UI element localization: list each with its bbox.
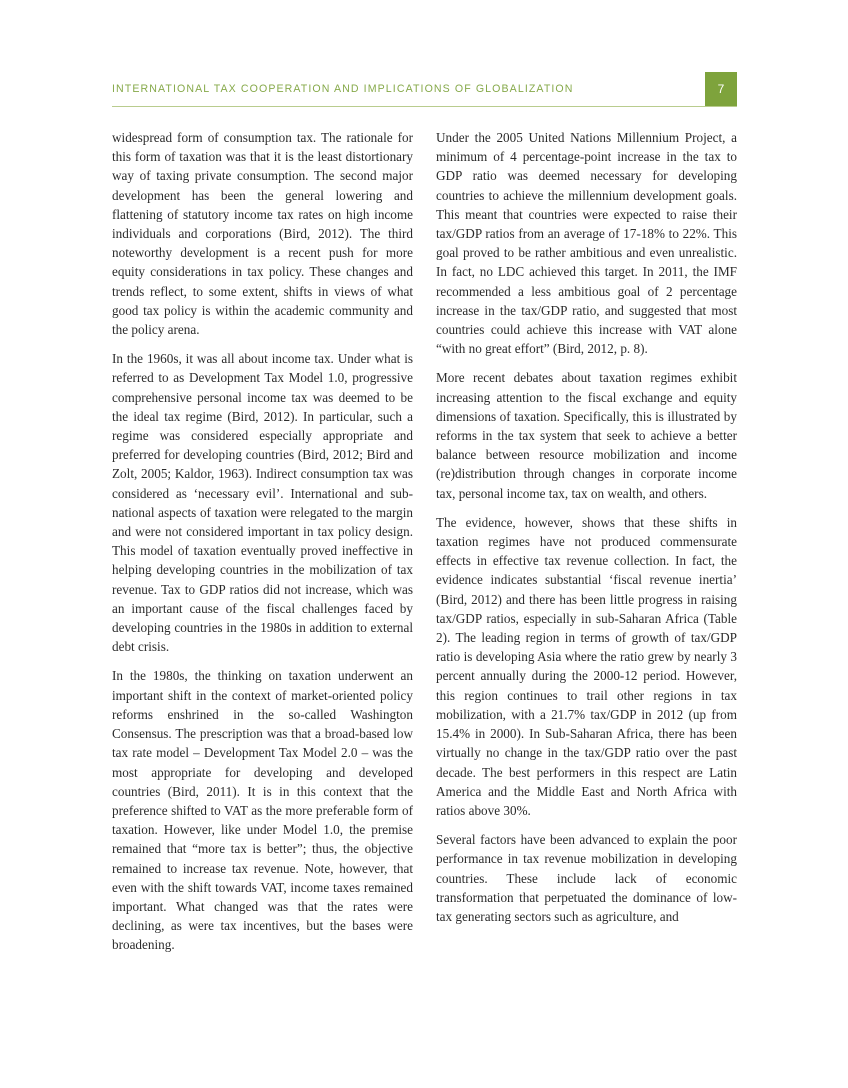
paragraph: In the 1960s, it was all about income tax. Under what is referred to as Development Tax Model 1.0, progressive comprehensive personal income tax was deemed to be the ideal tax regime (Bird, 2012). In particular, such a regime was considered especially appropriate and preferred for developing countries (Bird, 2012; Bird and Zolt, 2005; Kaldor, 1963). Indirect consumption tax was considered as ‘necessary evil’. International and sub-national aspects of taxation were relegated to the margin and were not considered important in tax policy design. This model of taxation eventually proved ineffective in helping developing countries in the mobilization of tax revenue. Tax to GDP ratios did not increase, which was an important cause of the fiscal challenges faced by developing countries in the 1980s in addition to external debt crisis. bbox=[112, 351, 413, 655]
page-header bbox=[112, 72, 737, 107]
paragraph: More recent debates about taxation regimes exhibit increasing attention to the fiscal exchange and equity dimensions of taxation. Specifically, this is illustrated by reforms in the tax system that seek to achieve a better balance between resource mobilization and income (re)distribution through changes in corporate income tax, personal income tax, tax on wealth, and others. bbox=[436, 370, 737, 501]
paragraph: In the 1980s, the thinking on taxation underwent an important shift in the context of market-oriented policy reforms enshrined in the so-called Washington Consensus. The prescription was that a broad-based low tax rate model – Development Tax Model 2.0 – was the most appropriate for developing and developed countries (Bird, 2011). It is in this context that the preference shifted to VAT as the more preferable form of taxation. However, like under Model 1.0, the premise remained that “more tax is better”; thus, the objective remained to increase tax revenue. Note, however, that even with the shift towards VAT, income taxes remained important. What changed was that the rates were declining, as were tax incentives, but the bases were broadening. bbox=[112, 668, 413, 953]
right-text-column bbox=[436, 128, 737, 936]
left-text-column bbox=[112, 128, 413, 965]
paragraph: The evidence, however, shows that these shifts in taxation regimes have not produced commensurate effects in effective tax revenue collection. In fact, the evidence indicates substantial ‘fiscal revenue inertia’ (Bird, 2012) and there has been little progress in raising tax/GDP ratios, especially in sub-Saharan Africa (Table 2). The leading region in terms of growth of tax/GDP ratio is developing Asia where the ratio grew by nearly 3 percent annually during the 2000-12 period. However, this region continues to trail other regions in tax mobilization, with a 21.7% tax/GDP in 2012 (up from 15.4% in 2000). In Sub-Saharan Africa, there has been virtually no change in the tax/GDP ratio over the past decade. The best performers in this respect are Latin America and the Middle East and North Africa with ratios above 30%. bbox=[436, 514, 737, 818]
paragraph: Under the 2005 United Nations Millennium Project, a minimum of 4 percentage-point increase in the tax to GDP ratio was deemed necessary for developing countries to achieve the millennium development goals. This meant that countries were expected to raise their tax/GDP ratios from an average of 17-18% to 22%. This goal proved to be rather ambitious and even unrealistic. In fact, no LDC achieved this target. In 2011, the IMF recommended a less ambitious goal of 2 percentage increase in the tax/GDP ratio, and suggested that most countries could achieve this increase with VAT alone “with no great effort” (Bird, 2012, p. 8). bbox=[436, 130, 737, 357]
page-number-badge: 7 bbox=[705, 72, 737, 106]
paragraph: widespread form of consumption tax. The rationale for this form of taxation was that it is the least distortionary way of taxing private consumption. The second major development has been the general lowering and flattening of statutory income tax rates on high income individuals and corporations (Bird, 2012). The third noteworthy development is a recent push for more equity considerations in tax policy. These changes and trends reflect, to some extent, shifts in views of what good tax policy is within the academic community and the policy arena. bbox=[112, 130, 413, 338]
paragraph: Several factors have been advanced to explain the poor performance in tax revenue mobilization in developing countries. These include lack of economic transformation that perpetuated the dominance of low-tax generating sectors such as agriculture, and bbox=[436, 832, 737, 924]
running-header-title: INTERNATIONAL TAX COOPERATION AND IMPLICATIONS OF GLOBALIZATION bbox=[112, 83, 574, 95]
